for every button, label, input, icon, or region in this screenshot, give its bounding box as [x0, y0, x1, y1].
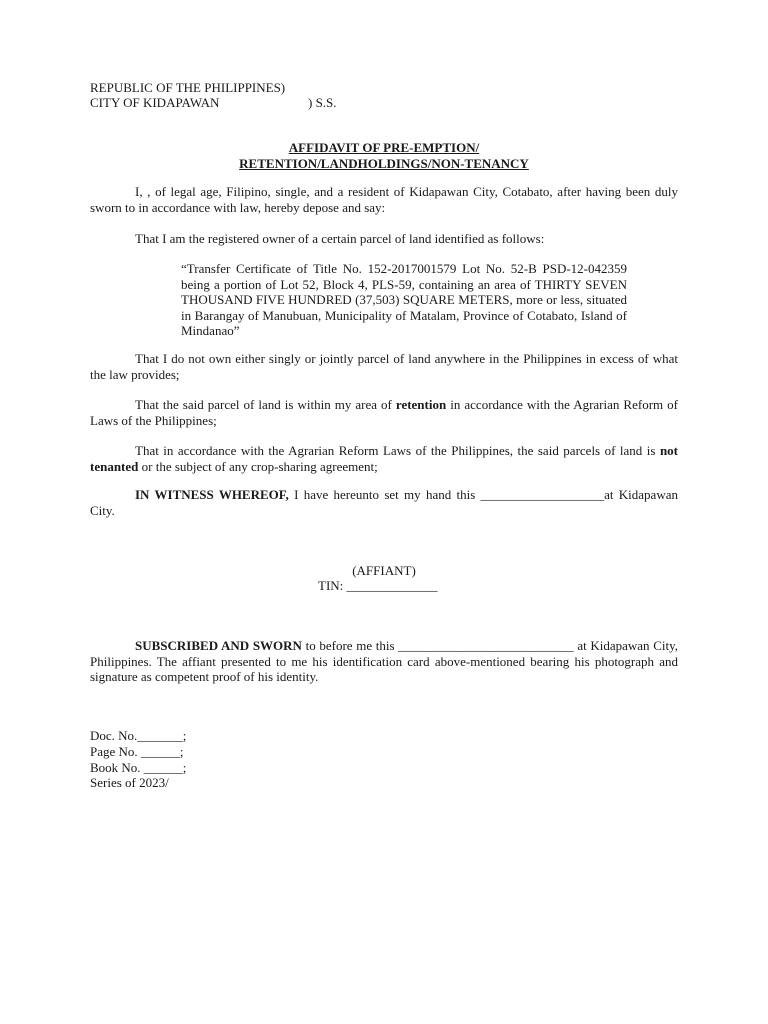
venue-line-2-right: ) S.S. [308, 95, 337, 110]
venue-line-1: REPUBLIC OF THE PHILIPPINES) [90, 80, 286, 95]
title-line-1: AFFIDAVIT OF PRE-EMPTION/ [288, 140, 480, 155]
retention-paragraph: That the said parcel of land is within my area of retention in accordance with the Agrarian Reform of Laws of the Philippines; [90, 397, 678, 428]
subscribed-sworn-bold: SUBSCRIBED AND SWORN [135, 638, 302, 653]
venue-line-2-left: CITY OF KIDAPAWAN [90, 95, 220, 110]
affiant-label: (AFFIANT) [352, 563, 416, 578]
subscribed-date-blank: ___________________________ [398, 638, 574, 653]
date-blank: ___________________ [480, 487, 605, 502]
witness-whereof-bold: IN WITNESS WHEREOF, [135, 487, 289, 502]
intro-paragraph: I, , of legal age, Filipino, single, and a resident of Kidapawan City, Cotabato, after having been duly sworn to in accordance with law, hereby depose and say: [90, 184, 678, 215]
excess-paragraph: That I do not own either singly or jointly parcel of land anywhere in the Philippines in excess of what the law provides; [90, 351, 678, 382]
document-title [0, 140, 768, 171]
tin-line: TIN: ______________ [318, 578, 438, 593]
title-line-2: RETENTION/LANDHOLDINGS/NON-TENANCY [239, 155, 529, 171]
subscribed-paragraph: SUBSCRIBED AND SWORN to before me this ___________________________ at Kidapawan City, Philippines. The affiant presented to me his identification card above-mentioned bearing his photograph and signature as competent proof of his identity. [90, 638, 678, 684]
witness-paragraph: IN WITNESS WHEREOF, I have hereunto set my hand this ___________________at Kidapawan City. [90, 487, 678, 518]
doc-no: Doc. No._______; [90, 728, 187, 743]
land-description: “Transfer Certificate of Title No. 152-2017001579 Lot No. 52-B PSD-12-042359 being a portion of Lot 52, Block 4, PLS-59, containing an area of THIRTY SEVEN THOUSAND FIVE HUNDRED (37,503) SQUARE METERS, more or less, situated in Barangay of Manubuan, Municipality of Matalam, Province of Cotabato, Island of Mindanao” [181, 261, 627, 338]
tenancy-paragraph: That in accordance with the Agrarian Reform Laws of the Philippines, the said parcels of land is not tenanted or the subject of any crop-sharing agreement; [90, 443, 678, 474]
retention-bold: retention [395, 397, 447, 412]
owner-paragraph: That I am the registered owner of a certain parcel of land identified as follows: [135, 231, 545, 246]
page-no: Page No. ______; [90, 744, 184, 759]
book-no: Book No. ______; [90, 760, 187, 775]
not-tenanted-bold: not tenanted [90, 443, 678, 474]
series-of: Series of 2023/ [90, 775, 169, 790]
